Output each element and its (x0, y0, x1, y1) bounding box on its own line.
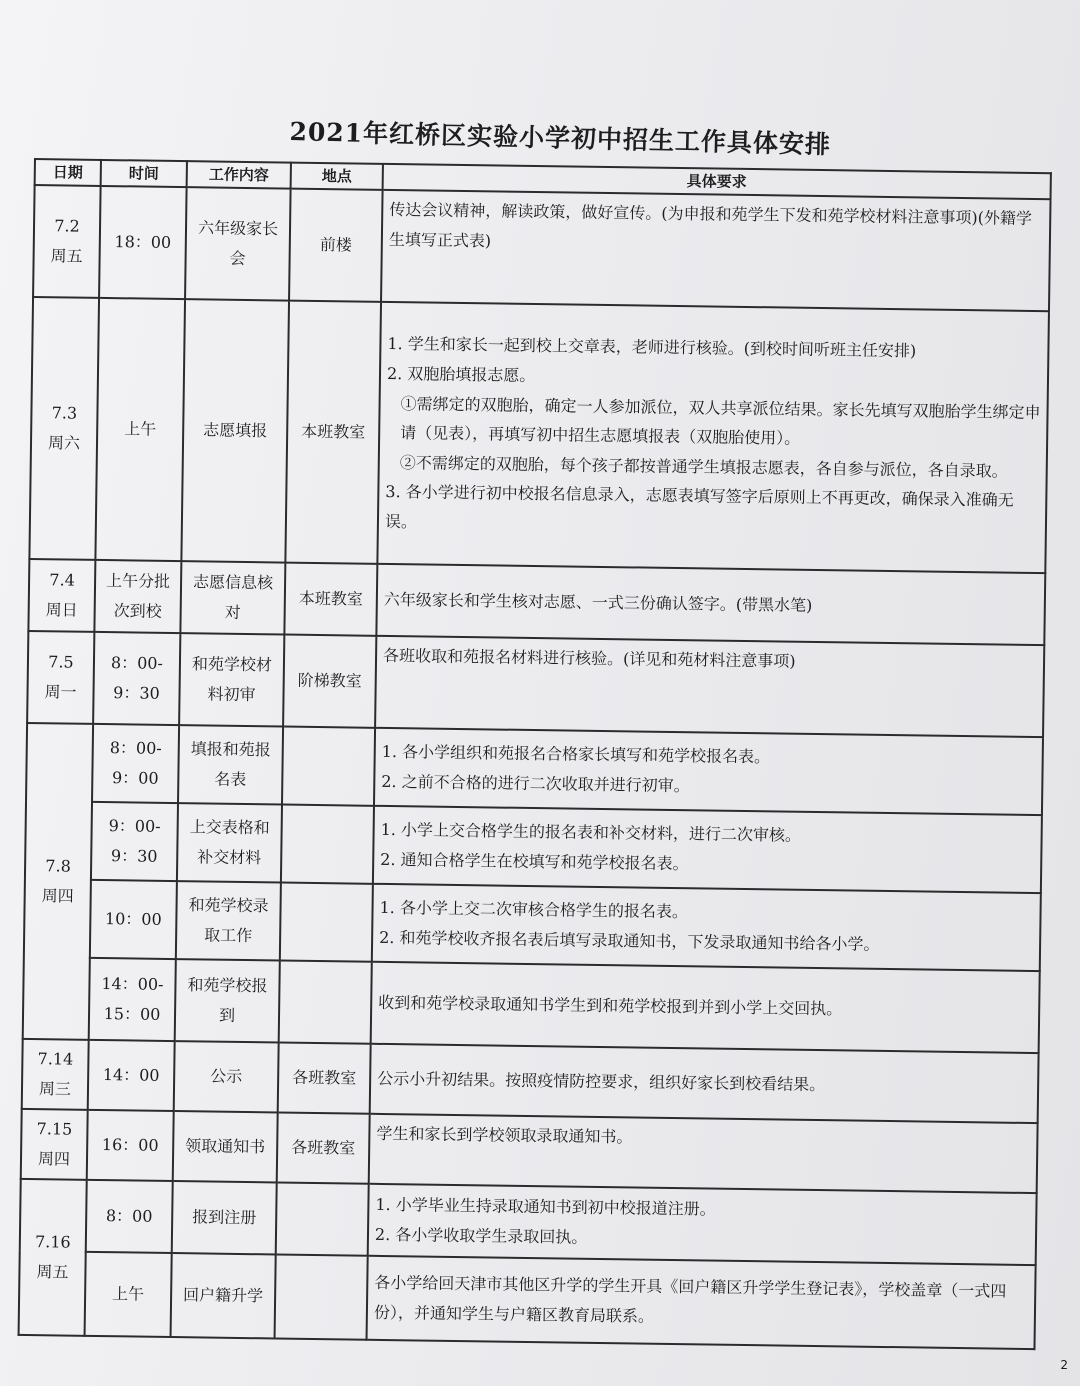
requirement-line: 2. 通知合格学生在校填写和苑学校报名表。 (380, 849, 689, 874)
task-cell: 领取通知书 (173, 1111, 278, 1182)
place-cell: 各班教室 (277, 1112, 370, 1183)
place-cell (276, 1182, 369, 1255)
header-date: 日期 (35, 159, 101, 186)
time-cell: 14：00-15：00 (89, 958, 176, 1041)
requirement-line: 3. 各小学进行初中校报名信息录入，志愿表填写签字后原则上不再更改，确保录入准确无误。 (384, 482, 1014, 532)
requirement-line: 学生和家长到学校领取录取通知书。 (376, 1123, 633, 1147)
requirement-line: 2. 之前不合格的进行二次收取并进行初审。 (381, 771, 690, 796)
requirements-cell (368, 1184, 1037, 1265)
task-cell: 志愿信息核对 (180, 561, 285, 634)
task-cell: 和苑学校录取工作 (176, 881, 281, 960)
page-number: 2 (1060, 1358, 1068, 1372)
requirement-line: 1. 小学上交合格学生的报名表和补交材料，进行二次审核。 (380, 820, 802, 846)
place-cell (282, 727, 375, 806)
requirement-line: 六年级家长和学生核对志愿、一式三份确认签字。(带黑水笔) (383, 590, 813, 616)
weekday-value: 周一 (44, 682, 77, 702)
requirements-cell (369, 1114, 1038, 1193)
place-cell (281, 805, 374, 884)
requirements-cell (381, 190, 1050, 311)
date-cell (27, 631, 94, 724)
requirements-cell (373, 806, 1042, 893)
date-value: 7.14 (37, 1049, 74, 1070)
table-row (27, 631, 1044, 737)
requirement-line: 1. 学生和家长一起到校上交章表，老师进行核验。(到校时间听班主任安排) (387, 334, 917, 361)
table-row (25, 801, 1042, 893)
date-value: 7.5 (48, 652, 74, 673)
time-cell: 16：00 (87, 1110, 174, 1181)
weekday-value: 周五 (36, 1262, 69, 1282)
requirement-line: 传达会议精神，解读政策，做好宣传。(为申报和苑学生下发和苑学校材料注意事项)(外籍学生填写正式表) (388, 199, 1033, 250)
requirements-cell (376, 564, 1045, 645)
place-cell: 阶梯教室 (283, 635, 376, 728)
requirement-line: 1. 小学毕业生持录取通知书到初中校报道注册。 (375, 1195, 716, 1220)
time-cell: 8：00-9：00 (92, 724, 179, 803)
date-value: 7.3 (51, 403, 78, 424)
requirements-cell (371, 962, 1040, 1053)
requirement-line: 公示小升初结果。按照疫情防控要求，组织好家长到校看结果。 (377, 1069, 826, 1095)
task-cell: 和苑学校报到 (175, 959, 280, 1042)
requirements-cell (370, 1044, 1039, 1123)
requirement-line: 收到和苑学校录取通知书学生到和苑学校报到并到小学上交回执。 (378, 993, 843, 1019)
weekday-value: 周三 (38, 1079, 72, 1099)
table-row (23, 957, 1040, 1053)
table-row (24, 879, 1041, 971)
date-cell (21, 1109, 88, 1180)
date-value: 7.16 (34, 1232, 71, 1253)
table-row (33, 185, 1050, 311)
requirements-cell (367, 1256, 1036, 1349)
requirement-line: ①需绑定的双胞胎，确定一人参加派位，双人共享派位结果。家长先填写双胞胎学生绑定申请（见表），再填写初中招生志愿填报表（双胞胎使用）。 (400, 393, 1041, 448)
header-task: 工作内容 (187, 161, 291, 188)
weekday-value: 周日 (45, 600, 78, 620)
weekday-value: 周六 (47, 433, 81, 453)
time-cell: 18：00 (99, 186, 187, 299)
time-cell: 8：00 (86, 1180, 173, 1253)
weekday-value: 周五 (50, 246, 83, 266)
date-cell (29, 297, 99, 560)
requirements-cell (375, 636, 1044, 737)
requirements-cell (377, 302, 1049, 573)
task-cell: 公示 (174, 1041, 279, 1112)
place-cell (279, 961, 372, 1044)
requirements-cell (374, 728, 1043, 815)
task-cell: 六年级家长会 (185, 187, 291, 300)
requirement-line: 2. 各小学收取学生录取回执。 (374, 1224, 588, 1247)
place-cell (280, 883, 373, 962)
task-cell: 填报和苑报名表 (178, 725, 283, 804)
requirement-line: 2. 双胞胎填报志愿。 (386, 363, 536, 386)
task-cell: 报到注册 (172, 1181, 277, 1254)
table-row (29, 297, 1049, 573)
task-cell: 志愿填报 (181, 299, 289, 562)
place-cell (275, 1254, 368, 1339)
time-cell: 9：00-9：30 (91, 802, 178, 881)
table-row (19, 1251, 1036, 1349)
requirement-line: ②不需绑定的双胞胎，每个孩子都按普通学生填报志愿表，各自参与派位，各自录取。 (399, 452, 1008, 481)
date-value: 7.4 (49, 570, 75, 591)
place-cell: 本班教室 (285, 301, 381, 564)
requirement-line: 各班收取和苑报名材料进行核验。(详见和苑材料注意事项) (382, 645, 796, 671)
time-cell: 上午 (85, 1252, 172, 1337)
schedule-table (18, 158, 1052, 1350)
place-cell: 前楼 (289, 189, 383, 302)
time-cell: 10：00 (90, 880, 177, 959)
place-cell: 各班教室 (278, 1043, 371, 1114)
time-cell: 上午 (95, 298, 185, 561)
document-title: 2021年红桥区实验小学初中招生工作具体安排 (289, 116, 832, 160)
date-value: 7.15 (36, 1119, 73, 1140)
date-cell (33, 185, 101, 298)
header-time: 时间 (101, 160, 187, 187)
requirement-line: 各小学给回天津市其他区升学的学生开具《回户籍区升学学生登记表》，学校盖章（一式四份），并通知学生与户籍区教育局联系。 (373, 1273, 1007, 1326)
table-row (26, 723, 1043, 815)
task-cell: 回户籍升学 (171, 1253, 276, 1338)
date-value: 7.8 (45, 856, 71, 876)
weekday-value: 周四 (37, 1149, 71, 1169)
date-value: 7.2 (54, 216, 80, 237)
header-requirements: 具体要求 (383, 164, 1051, 199)
date-cell (22, 1039, 89, 1110)
requirement-line: 1. 各小学组织和苑报名合格家长填写和苑学校报名表。 (381, 742, 771, 767)
requirements-cell (372, 884, 1041, 971)
requirement-line: 2. 和苑学校收齐报名表后填写录取通知书，下发录取通知书给各小学。 (379, 927, 880, 954)
task-cell: 和苑学校材料初审 (179, 633, 284, 726)
weekday-value: 周四 (41, 886, 74, 906)
header-place: 地点 (291, 163, 383, 190)
time-cell: 上午分批次到校 (94, 560, 181, 633)
place-cell: 本班教室 (284, 563, 377, 636)
date-cell (28, 559, 95, 632)
requirement-line: 1. 各小学上交二次审核合格学生的报名表。 (379, 898, 689, 922)
task-cell: 上交表格和补交材料 (177, 803, 282, 882)
date-cell (19, 1179, 87, 1336)
time-cell: 14：00 (88, 1040, 175, 1111)
date-cell (23, 723, 93, 1040)
time-cell: 8：00-9：30 (93, 632, 180, 725)
